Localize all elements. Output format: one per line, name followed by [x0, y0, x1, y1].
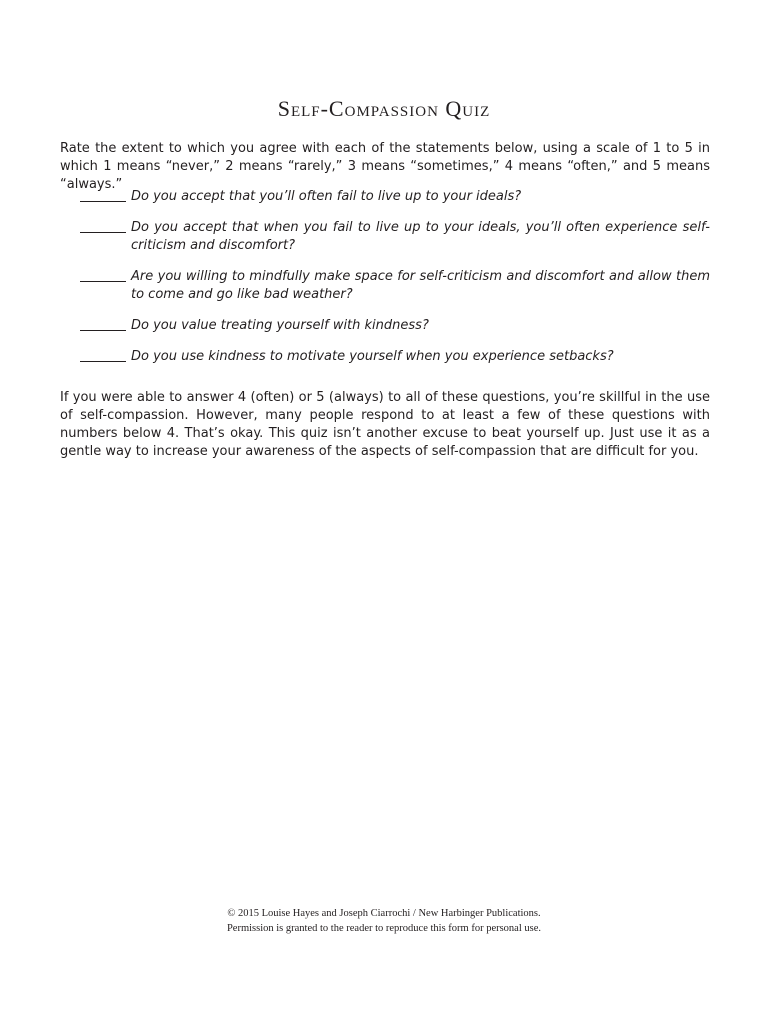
question-text-5: Do you use kindness to motivate yourself when you experience setbacks? — [131, 349, 614, 364]
question-text-3: Are you willing to mindfully make space for self-criticism and discomfort and allow them to come and go like bad weather? — [131, 269, 710, 302]
question-item-5 — [80, 348, 710, 366]
permission-notice: Permission is granted to the reader to reproduce this form for personal use. — [226, 923, 542, 934]
question-text-2: Do you accept that when you fail to live up to your ideals, you’ll often experience self-criticism and discomfort? — [131, 220, 710, 253]
question-item-1 — [80, 188, 710, 206]
footer — [0, 906, 768, 936]
copyright-notice: © 2015 Louise Hayes and Joseph Ciarrochi / New Harbinger Publications. — [227, 908, 541, 919]
answer-blank-1[interactable] — [80, 188, 126, 202]
question-item-2 — [80, 219, 710, 255]
answer-blank-3[interactable] — [80, 268, 126, 282]
question-item-4 — [80, 317, 710, 335]
question-item-3 — [80, 268, 710, 304]
answer-blank-2[interactable] — [80, 219, 126, 233]
intro-paragraph: Rate the extent to which you agree with each of the statements below, using a scale of 1 to 5 in which 1 means “never,” 2 means “rarely,” 3 means “sometimes,” 4 means “often,” and 5 means “always.” — [60, 141, 710, 192]
question-text-1: Do you accept that you’ll often fail to live up to your ideals? — [131, 189, 522, 204]
answer-blank-5[interactable] — [80, 348, 126, 362]
conclusion-paragraph: If you were able to answer 4 (often) or 5 (always) to all of these questions, you’re skillful in the use of self-compassion. However, many people respond to at least a few of these questions with numbers below 4. That’s okay. This quiz isn’t another excuse to beat yourself up. Just use it as a gentle way to increase your awareness of the aspects of self-compassion that are difficult for you. — [60, 390, 710, 459]
question-text-4: Do you value treating yourself with kindness? — [131, 318, 429, 333]
question-list — [80, 188, 710, 379]
page-title: Self-Compassion Quiz — [277, 96, 491, 121]
answer-blank-4[interactable] — [80, 317, 126, 331]
